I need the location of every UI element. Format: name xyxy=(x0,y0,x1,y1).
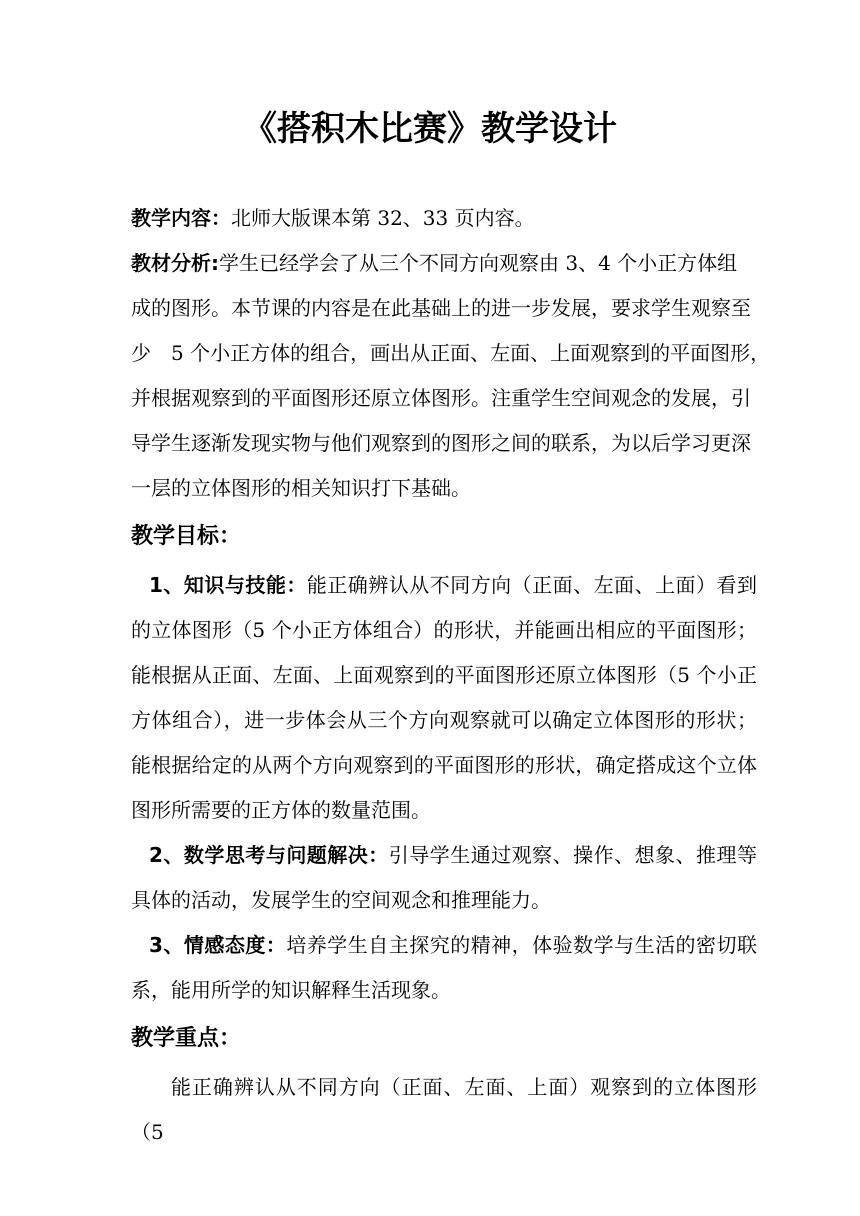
material-analysis-line xyxy=(131,241,757,286)
teaching-goals-heading: 教学目标： xyxy=(131,524,242,549)
material-analysis-line: 导学生逐渐发现实物与他们观察到的图形之间的联系，为以后学习更深 xyxy=(131,431,751,455)
goal-item-label: 2、数学思考与问题解决： xyxy=(149,843,389,867)
goal-item-label: 1、知识与技能： xyxy=(149,573,307,597)
goal-item-text: 能正确辨认从不同方向（正面、左面、上面）看到的立体图形（5 个小正方体组合）的形状，并能画出相应的平面图形；能根据从正面、左面、上面观察到的平面图形还原立体图形（5 个小正方体组合），进一步体会从三个方向观察就可以确定立体图形的形状；能根据给定的从两个方向观察到的平面图形的形状，确定搭成这个立体图形所需要的正方体的数量范围。 xyxy=(131,573,758,822)
goal-item xyxy=(131,923,757,1013)
document-title: 《搭积木比赛》教学设计 xyxy=(243,109,617,149)
material-analysis-line: 少 5 个小正方体的组合，画出从正面、左面、上面观察到的平面图形， xyxy=(131,341,771,365)
document-body xyxy=(131,196,771,1155)
goal-item xyxy=(131,563,757,833)
material-analysis-line: 一层的立体图形的相关知识打下基础。 xyxy=(131,476,471,500)
material-analysis-line: 成的图形。本节课的内容是在此基础上的进一步发展，要求学生观察至 xyxy=(131,296,751,320)
teaching-key-heading: 教学重点： xyxy=(131,1026,242,1051)
material-analysis xyxy=(131,241,771,511)
goal-item xyxy=(131,833,757,923)
material-analysis-label: 教材分析: xyxy=(131,251,219,275)
material-analysis-line-text: 学生已经学会了从三个不同方向观察由 3、4 个小正方体组 xyxy=(219,251,738,275)
teaching-content-label: 教学内容： xyxy=(131,206,231,230)
material-analysis-line: 并根据观察到的平面图形还原立体图形。注重学生空间观念的发展，引 xyxy=(131,386,751,410)
goal-item-text: 引导学生通过观察、操作、想象、推理等具体的活动，发展学生的空间观念和推理能力。 xyxy=(131,843,758,912)
teaching-content xyxy=(131,196,757,241)
goal-item-label: 3、情感态度： xyxy=(149,933,287,957)
teaching-content-text: 北师大版课本第 32、33 页内容。 xyxy=(231,206,535,230)
goal-item-text: 培养学生自主探究的精神，体验数学与生活的密切联系，能用所学的知识解释生活现象。 xyxy=(131,933,758,1002)
teaching-key-text: 能正确辨认从不同方向（正面、左面、上面）观察到的立体图形（5 xyxy=(131,1075,757,1144)
